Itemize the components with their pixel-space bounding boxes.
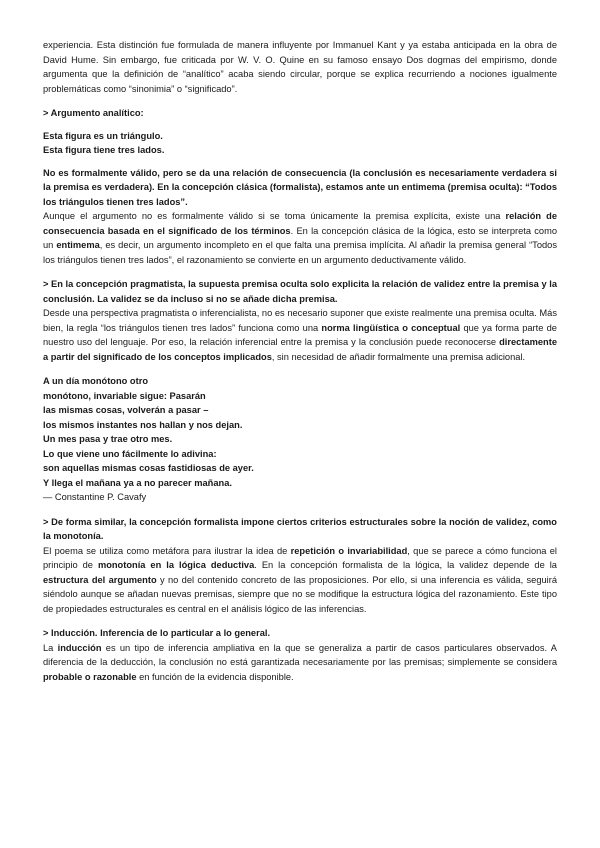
poem-line: son aquellas mismas cosas fastidiosas de ayer.	[43, 463, 254, 473]
premise-1: Esta figura es un triángulo.	[43, 130, 163, 141]
analytic-heading: > Argumento analítico:	[43, 108, 144, 118]
poem-line: Y llega el mañana ya a no parecer mañana.	[43, 477, 232, 488]
poem-line: los mismos instantes nos hallan y nos dejan.	[43, 419, 243, 430]
analytic-paragraph: Aunque el argumento no es formalmente válido si se toma únicamente la premisa explícita, existe una relación de consecuencia basada en el significado de los términos. En la concepción clásica de la lógica, esto se interpreta como un entimema, es decir, un argumento incompleto en el que falta una premisa implícita. Al añadir la premisa general “Todos los triángulos tienen tres lados”, el razonamiento se convierte en un argumento deductivamente válido.	[43, 211, 558, 265]
induction-heading: > Inducción. Inferencia de lo particular a lo general.	[43, 628, 271, 638]
analytic-bold-paragraph: No es formalmente válido, pero se da una relación de consecuencia (la conclusión es necesariamente verdadera si la premisa es verdadera). En la concepción clásica (formalista), estamos ante un entimema (premisa oculta): “Todos los triángulos tienen tres lados”.	[43, 167, 557, 207]
premise-2: Esta figura tiene tres lados.	[43, 145, 165, 155]
induction-paragraph: La inducción es un tipo de inferencia ampliativa en la que se generaliza a partir de casos particulares observados. A diferencia de la deducción, la conclusión no está garantizada necesariamente por las premisas; simplemente se considera probable o razonable en función de la evidencia disponible.	[43, 642, 557, 682]
intro-paragraph: experiencia. Esta distinción fue formulada de manera influyente por Immanuel Kant y ya estaba anticipada en la obra de David Hume. Sin embargo, fue criticada por W. V. O. Quine en su famoso ensayo Dos dogmas del empirismo, donde argumenta que la definición de “analítico” acaba siendo circular, porque se explica recurriendo a nociones igualmente problemáticas como “sinonimia” o “significado”.	[43, 40, 557, 94]
poem-line: monótono, invariable sigue: Pasarán	[43, 390, 206, 401]
poem-line: A un día monótono otro	[43, 376, 148, 386]
poem-line: Lo que viene uno fácilmente lo adivina:	[43, 448, 217, 459]
pragmatist-paragraph: Desde una perspectiva pragmatista o inferencialista, no es necesario suponer que existe realmente una premisa oculta. Más bien, la regla “los triángulos tienen tres lados” funciona como una norma lingüística o conceptual que ya forma parte de nuestro uso del lenguaje. Por eso, la relación inferencial entre la premisa y la conclusión puede reconocerse directamente a partir del significado de los conceptos implicados, sin necesidad de añadir formalmente una premisa adicional.	[43, 308, 557, 362]
poem-line: las mismas cosas, volverán a pasar –	[43, 405, 209, 415]
document-page	[43, 38, 557, 684]
poem-line: Un mes pasa y trae otro mes.	[43, 434, 173, 444]
pragmatist-heading: > En la concepción pragmatista, la supuesta premisa oculta solo explicita la relación de validez entre la premisa y la conclusión. La validez se da incluso si no se añade dicha premisa.	[43, 279, 557, 304]
formalist-heading: > De forma similar, la concepción formalista impone ciertos criterios estructurales sobre la noción de validez, como la monotonía.	[43, 516, 557, 541]
poem-author: — Constantine P. Cavafy	[43, 492, 147, 502]
poem	[43, 374, 557, 505]
formalist-paragraph: El poema se utiliza como metáfora para ilustrar la idea de repetición o invariabilidad, que se parece a cómo funciona el principio de monotonía en la lógica deductiva. En la concepción formalista de la lógica, la validez depende de la estructura del argumento y no del contenido concreto de las proposiciones. Por ello, si una inferencia es válida, seguirá siéndolo aunque se añadan nuevas premisas, siempre que no se modifique la estructura lógica del razonamiento. Este tipo de propiedades estructurales es central en el análisis lógico de las inferencias.	[43, 545, 557, 614]
